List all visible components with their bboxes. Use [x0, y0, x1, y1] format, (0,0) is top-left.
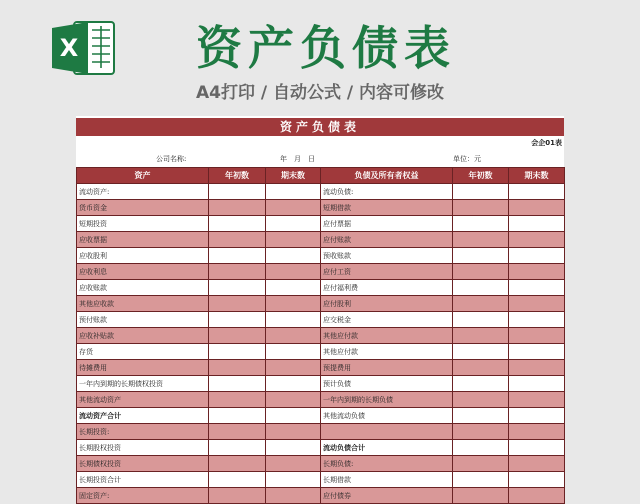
table-row — [77, 200, 565, 216]
liability-begin-value-cell[interactable] — [453, 328, 509, 344]
asset-end-value-cell[interactable] — [266, 440, 321, 456]
liability-item-cell: 流动负债合计 — [321, 440, 453, 456]
liability-item-cell: 流动负债: — [321, 184, 453, 200]
table-row — [77, 312, 565, 328]
unit-label: 单位：元 — [453, 155, 481, 163]
asset-begin-value-cell[interactable] — [209, 296, 266, 312]
asset-end-value-cell[interactable] — [266, 200, 321, 216]
asset-end-value-cell[interactable] — [266, 264, 321, 280]
asset-end-value-cell[interactable] — [266, 328, 321, 344]
asset-item-cell: 长期投资合计 — [77, 472, 209, 488]
asset-end-value-cell[interactable] — [266, 344, 321, 360]
table-row — [77, 488, 565, 504]
liability-begin-value-cell[interactable] — [453, 232, 509, 248]
asset-item-cell: 长期债权投资 — [77, 456, 209, 472]
liability-end-value-cell[interactable] — [509, 424, 565, 440]
asset-end-value-cell[interactable] — [266, 312, 321, 328]
table-row — [77, 344, 565, 360]
asset-begin-value-cell[interactable] — [209, 312, 266, 328]
liability-begin-value-cell[interactable] — [453, 376, 509, 392]
liability-end-value-cell[interactable] — [509, 296, 565, 312]
col-header-liabilities: 负债及所有者权益 — [321, 168, 453, 184]
asset-begin-value-cell[interactable] — [209, 408, 266, 424]
liability-item-cell: 短期借款 — [321, 200, 453, 216]
liability-item-cell — [321, 424, 453, 440]
liability-begin-value-cell[interactable] — [453, 472, 509, 488]
liability-begin-value-cell[interactable] — [453, 312, 509, 328]
liability-begin-value-cell[interactable] — [453, 200, 509, 216]
asset-item-cell: 货币资金 — [77, 200, 209, 216]
asset-end-value-cell[interactable] — [266, 376, 321, 392]
asset-item-cell: 流动资产合计 — [77, 408, 209, 424]
liability-begin-value-cell[interactable] — [453, 296, 509, 312]
table-row — [77, 376, 565, 392]
liability-begin-value-cell[interactable] — [453, 424, 509, 440]
liability-item-cell: 一年内到期的长期负债 — [321, 392, 453, 408]
asset-begin-value-cell[interactable] — [209, 216, 266, 232]
liability-end-value-cell[interactable] — [509, 328, 565, 344]
table-row — [77, 456, 565, 472]
liability-end-value-cell[interactable] — [509, 280, 565, 296]
asset-begin-value-cell[interactable] — [209, 264, 266, 280]
liability-item-cell: 应付债券 — [321, 488, 453, 504]
liability-end-value-cell[interactable] — [509, 440, 565, 456]
liability-item-cell: 应交税金 — [321, 312, 453, 328]
excel-logo-letter: X — [59, 34, 79, 62]
liability-end-value-cell[interactable] — [509, 472, 565, 488]
liability-item-cell: 预收账款 — [321, 248, 453, 264]
liability-end-value-cell[interactable] — [509, 344, 565, 360]
asset-item-cell: 待摊费用 — [77, 360, 209, 376]
page-subtitle: A4打印 / 自动公式 / 内容可修改 — [195, 83, 445, 103]
asset-end-value-cell[interactable] — [266, 456, 321, 472]
liability-item-cell: 应付工资 — [321, 264, 453, 280]
liability-begin-value-cell[interactable] — [453, 440, 509, 456]
col-header-end-assets: 期末数 — [266, 168, 321, 184]
table-row — [77, 248, 565, 264]
liability-end-value-cell[interactable] — [509, 184, 565, 200]
liability-begin-value-cell[interactable] — [453, 248, 509, 264]
asset-begin-value-cell[interactable] — [209, 200, 266, 216]
asset-item-cell: 其他应收款 — [77, 296, 209, 312]
asset-end-value-cell[interactable] — [266, 296, 321, 312]
liability-begin-value-cell[interactable] — [453, 280, 509, 296]
liability-item-cell: 应付票据 — [321, 216, 453, 232]
liability-end-value-cell[interactable] — [509, 216, 565, 232]
table-row — [77, 472, 565, 488]
table-row — [77, 424, 565, 440]
liability-item-cell: 应付福利费 — [321, 280, 453, 296]
asset-end-value-cell[interactable] — [266, 408, 321, 424]
liability-end-value-cell[interactable] — [509, 264, 565, 280]
asset-item-cell: 一年内到期的长期债权投资 — [77, 376, 209, 392]
col-header-begin-liabilities: 年初数 — [453, 168, 509, 184]
asset-item-cell: 应收股利 — [77, 248, 209, 264]
table-row — [77, 280, 565, 296]
liability-item-cell: 长期负债: — [321, 456, 453, 472]
asset-item-cell: 应收补贴款 — [77, 328, 209, 344]
liability-item-cell: 应付股利 — [321, 296, 453, 312]
asset-begin-value-cell[interactable] — [209, 360, 266, 376]
asset-item-cell: 应收账款 — [77, 280, 209, 296]
asset-item-cell: 应收票据 — [77, 232, 209, 248]
asset-end-value-cell[interactable] — [266, 216, 321, 232]
liability-begin-value-cell[interactable] — [453, 264, 509, 280]
asset-end-value-cell[interactable] — [266, 280, 321, 296]
table-row — [77, 392, 565, 408]
info-row — [76, 152, 564, 166]
excel-icon — [52, 20, 116, 76]
liability-end-value-cell[interactable] — [509, 232, 565, 248]
asset-item-cell: 长期股权投资 — [77, 440, 209, 456]
asset-begin-value-cell[interactable] — [209, 280, 266, 296]
liability-end-value-cell[interactable] — [509, 488, 565, 504]
asset-item-cell: 短期投资 — [77, 216, 209, 232]
liability-begin-value-cell[interactable] — [453, 360, 509, 376]
date-label: 年 月 日 — [280, 155, 315, 163]
liability-item-cell: 其他应付款 — [321, 344, 453, 360]
spreadsheet-preview — [76, 116, 564, 500]
asset-end-value-cell[interactable] — [266, 184, 321, 200]
asset-begin-value-cell[interactable] — [209, 472, 266, 488]
asset-item-cell: 预付账款 — [77, 312, 209, 328]
company-label: 公司名称: — [156, 155, 187, 163]
asset-item-cell: 存货 — [77, 344, 209, 360]
table-row — [77, 184, 565, 200]
asset-end-value-cell[interactable] — [266, 248, 321, 264]
liability-begin-value-cell[interactable] — [453, 392, 509, 408]
asset-item-cell: 流动资产: — [77, 184, 209, 200]
table-row — [77, 440, 565, 456]
asset-begin-value-cell[interactable] — [209, 376, 266, 392]
liability-begin-value-cell[interactable] — [453, 456, 509, 472]
liability-end-value-cell[interactable] — [509, 408, 565, 424]
liability-begin-value-cell[interactable] — [453, 344, 509, 360]
asset-begin-value-cell[interactable] — [209, 488, 266, 504]
asset-end-value-cell[interactable] — [266, 488, 321, 504]
asset-item-cell: 固定资产: — [77, 488, 209, 504]
promo-header — [0, 0, 640, 116]
asset-begin-value-cell[interactable] — [209, 328, 266, 344]
asset-end-value-cell[interactable] — [266, 424, 321, 440]
liability-end-value-cell[interactable] — [509, 248, 565, 264]
asset-end-value-cell[interactable] — [266, 360, 321, 376]
table-header-row — [77, 168, 565, 184]
liability-item-cell: 长期借款 — [321, 472, 453, 488]
asset-item-cell: 长期投资: — [77, 424, 209, 440]
asset-item-cell: 应收利息 — [77, 264, 209, 280]
col-header-assets: 资产 — [77, 168, 209, 184]
liability-item-cell: 预提费用 — [321, 360, 453, 376]
liability-item-cell: 其他应付款 — [321, 328, 453, 344]
col-header-begin-assets: 年初数 — [209, 168, 266, 184]
liability-begin-value-cell[interactable] — [453, 184, 509, 200]
liability-item-cell: 预计负债 — [321, 376, 453, 392]
table-row — [77, 360, 565, 376]
asset-begin-value-cell[interactable] — [209, 424, 266, 440]
col-header-end-liabilities: 期末数 — [509, 168, 565, 184]
liability-begin-value-cell[interactable] — [453, 488, 509, 504]
page-title: 资产负债表 — [196, 21, 456, 75]
table-row — [77, 408, 565, 424]
asset-begin-value-cell[interactable] — [209, 392, 266, 408]
table-row — [77, 328, 565, 344]
asset-begin-value-cell[interactable] — [209, 232, 266, 248]
asset-end-value-cell[interactable] — [266, 232, 321, 248]
liability-end-value-cell[interactable] — [509, 376, 565, 392]
sheet-title: 资产负债表 — [76, 118, 564, 136]
asset-item-cell: 其他流动资产 — [77, 392, 209, 408]
table-row — [77, 216, 565, 232]
asset-begin-value-cell[interactable] — [209, 456, 266, 472]
asset-end-value-cell[interactable] — [266, 472, 321, 488]
liability-end-value-cell[interactable] — [509, 312, 565, 328]
liability-item-cell: 应付账款 — [321, 232, 453, 248]
balance-sheet-table — [76, 167, 565, 504]
asset-begin-value-cell[interactable] — [209, 184, 266, 200]
asset-end-value-cell[interactable] — [266, 392, 321, 408]
form-code: 会企01表 — [531, 139, 562, 147]
liability-end-value-cell[interactable] — [509, 200, 565, 216]
table-row — [77, 296, 565, 312]
liability-end-value-cell[interactable] — [509, 392, 565, 408]
liability-begin-value-cell[interactable] — [453, 408, 509, 424]
liability-begin-value-cell[interactable] — [453, 216, 509, 232]
asset-begin-value-cell[interactable] — [209, 248, 266, 264]
liability-item-cell: 其他流动负债 — [321, 408, 453, 424]
table-row — [77, 264, 565, 280]
asset-begin-value-cell[interactable] — [209, 440, 266, 456]
asset-begin-value-cell[interactable] — [209, 344, 266, 360]
liability-end-value-cell[interactable] — [509, 360, 565, 376]
table-row — [77, 232, 565, 248]
liability-end-value-cell[interactable] — [509, 456, 565, 472]
